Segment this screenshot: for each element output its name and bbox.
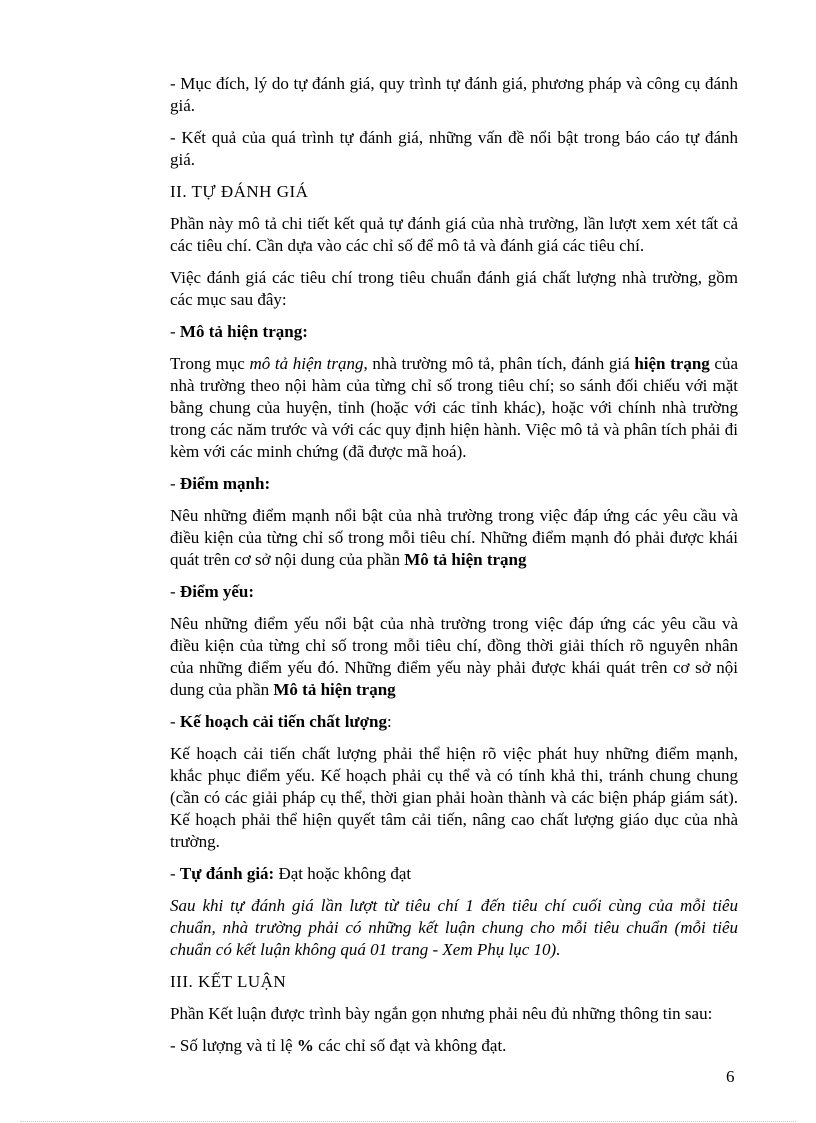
subheading-self-evaluation	[170, 863, 738, 885]
text-run: , nhà trường mô tả, phân tích, đánh giá	[363, 354, 635, 373]
page-number: 6	[726, 1067, 735, 1086]
dash: -	[170, 582, 180, 601]
bold-term: Mô tả hiện trạng	[273, 680, 396, 699]
bold-percent: %	[296, 1036, 314, 1055]
paragraph-strengths	[170, 505, 738, 571]
italic-term: mô tả hiện trạng	[249, 354, 364, 373]
page-footer-divider	[20, 1121, 796, 1122]
subheading-improvement-plan	[170, 711, 738, 733]
text-run: của nhà trường theo nội hàm của từng chỉ số trong tiêu chí; so sánh đối chiếu với mặt bằng chung của huyện, tỉnh (hoặc với các tỉnh khác), hoặc với chính nhà trường trong các năm trước và với các quy định hiện hành. Việc mô tả và phân tích phải đi kèm với các minh chứng (đã được mã hoá).	[170, 354, 738, 461]
subheading-weaknesses	[170, 581, 738, 603]
paragraph-criteria-items-text: Việc đánh giá các tiêu chí trong tiêu chuẩn đánh giá chất lượng nhà trường, gồm các mục sau đây:	[170, 268, 738, 309]
paragraph-section-intro-text: Phần này mô tả chi tiết kết quả tự đánh giá của nhà trường, lần lượt xem xét tất cả các tiêu chí. Cần dựa vào các chỉ số để mô tả và đánh giá các tiêu chí.	[170, 214, 738, 255]
bold-term: Mô tả hiện trạng	[404, 550, 527, 569]
section-heading-self-assessment: II. TỰ ĐÁNH GIÁ	[170, 182, 309, 201]
text-run: các chỉ số đạt và không đạt.	[313, 1036, 507, 1055]
subheading-self-evaluation-label: Tự đánh giá:	[179, 864, 275, 883]
section-heading-conclusion: III. KẾT LUẬN	[170, 972, 287, 991]
paragraph-improvement-plan	[170, 743, 738, 853]
text-run: Nêu những điểm yếu nổi bật của nhà trường trong việc đáp ứng các yêu cầu và điều kiện của từng chỉ số trong mỗi tiêu chí, đồng thời giải thích rõ nguyên nhân của những điểm yếu đó. Những điểm yếu này phải được khái quát trên cơ sở nội dung của phần	[170, 614, 738, 699]
paragraph-results-text: - Kết quả của quá trình tự đánh giá, những vấn đề nổi bật trong báo cáo tự đánh giá.	[170, 128, 738, 169]
subheading-strengths-label: Điểm mạnh:	[179, 474, 271, 493]
subheading-weaknesses-label: Điểm yếu:	[179, 582, 255, 601]
paragraph-purpose-text: - Mục đích, lý do tự đánh giá, quy trình tự đánh giá, phương pháp và công cụ đánh giá.	[170, 74, 738, 115]
self-evaluation-value: Đạt hoặc không đạt	[274, 864, 412, 883]
text-run: - Số lượng và tỉ lệ	[170, 1036, 297, 1055]
subheading-strengths	[170, 473, 738, 495]
paragraph-conclusion-stats	[170, 1035, 738, 1057]
page-content	[170, 73, 738, 1067]
paragraph-conclusion-note	[170, 895, 738, 961]
subheading-improvement-plan-label: Kế hoạch cải tiến chất lượng	[179, 712, 388, 731]
paragraph-conclusion-intro	[170, 1003, 738, 1025]
paragraph-results	[170, 127, 738, 171]
paragraph-weaknesses	[170, 613, 738, 701]
dash: -	[170, 712, 180, 731]
paragraph-current-state	[170, 353, 738, 463]
subheading-current-state-label: Mô tả hiện trạng:	[179, 322, 308, 341]
subheading-current-state	[170, 321, 738, 343]
paragraph-improvement-plan-text: Kế hoạch cải tiến chất lượng phải thể hiện rõ việc phát huy những điểm mạnh, khắc phục điểm yếu. Kế hoạch phải cụ thể và có tính khả thi, tránh chung chung (cần có các giải pháp cụ thể, thời gian phải hoàn thành và các biện pháp giám sát). Kế hoạch phải thể hiện quyết tâm cải tiến, nâng cao chất lượng giáo dục của nhà trường.	[170, 744, 738, 851]
paragraph-conclusion-note-text: Sau khi tự đánh giá lần lượt từ tiêu chí 1 đến tiêu chí cuối cùng của mỗi tiêu chuẩn, nhà trường phải có những kết luận chung cho mỗi tiêu chuẩn (mỗi tiêu chuẩn có kết luận không quá 01 trang - Xem Phụ lục 10).	[170, 896, 738, 959]
paragraph-criteria-items	[170, 267, 738, 311]
bold-term: hiện trạng	[634, 354, 710, 373]
colon: :	[387, 712, 392, 731]
dash: -	[170, 474, 180, 493]
dash: -	[170, 322, 180, 341]
paragraph-conclusion-intro-text: Phần Kết luận được trình bày ngắn gọn nhưng phải nêu đủ những thông tin sau:	[170, 1004, 713, 1023]
paragraph-purpose	[170, 73, 738, 117]
text-run: Trong mục	[170, 354, 250, 373]
text-run: Nêu những điểm mạnh nổi bật của nhà trường trong việc đáp ứng các yêu cầu và điều kiện của từng chỉ số trong mỗi tiêu chí. Những điểm mạnh đó phải được khái quát trên cơ sở nội dung của phần	[170, 506, 738, 569]
paragraph-section-intro	[170, 213, 738, 257]
dash: -	[170, 864, 180, 883]
